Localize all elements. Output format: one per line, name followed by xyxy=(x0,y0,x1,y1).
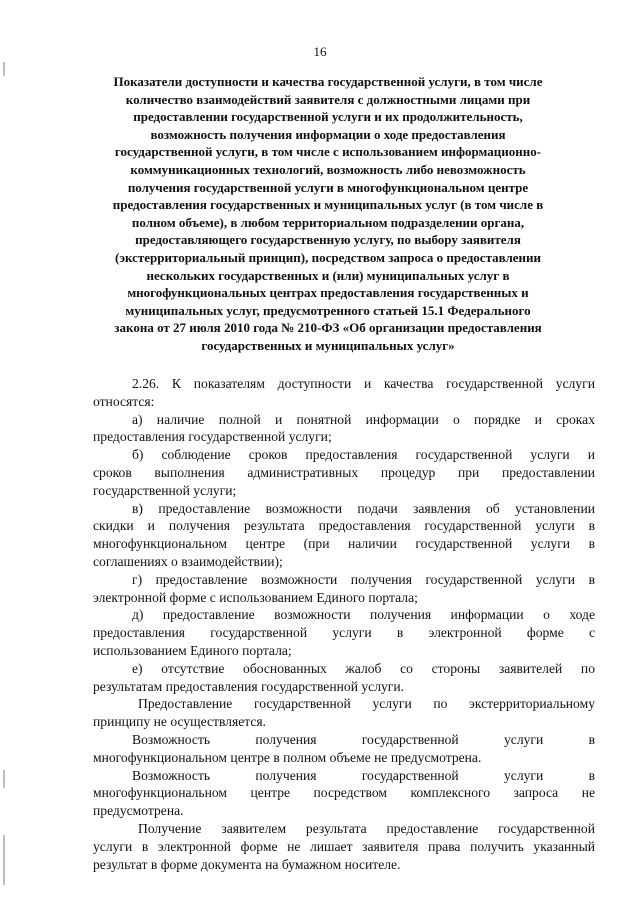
heading-line: получения государственной услуги в многофункциональном центре xyxy=(127,179,529,195)
heading-line: количество взаимодействий заявителя с должностными лицами при xyxy=(125,91,531,107)
text-line: Получение заявителем результата предоставление государственной xyxy=(138,820,595,836)
text-line: предоставления государственной услуги; xyxy=(93,429,332,445)
section-heading xyxy=(88,73,568,355)
text-line: многофункциональном центре посредством комплексного запроса не xyxy=(93,785,595,801)
text-line: многофункциональном центре (при наличии государственной услуги в xyxy=(93,536,595,552)
heading-line: (экстерриториальный принцип), посредством запроса о предоставлении xyxy=(115,249,541,265)
text-line: государственной услуги; xyxy=(93,482,237,498)
text-line: результатам предоставления государственной услуги. xyxy=(93,678,405,694)
list-item-g xyxy=(93,571,595,607)
text-line: относятся: xyxy=(93,393,155,409)
paragraph-mfc-complex xyxy=(93,767,595,820)
list-item-b xyxy=(93,446,595,499)
text-line: скидки и получения результата предоставления государственной услуги в xyxy=(93,518,595,534)
page-number: 16 xyxy=(313,44,327,59)
heading-line: предоставления государственных и муниципальных услуг (в том числе в xyxy=(112,197,544,213)
heading-line: государственных и муниципальных услуг» xyxy=(201,337,455,353)
text-line: а) наличие полной и понятной информации о порядке и сроках xyxy=(132,411,595,427)
paragraph-2-26 xyxy=(93,375,595,411)
scan-margin-mark xyxy=(3,62,5,76)
text-line: использованием Единого портала; xyxy=(93,642,292,658)
text-line: принципу не осуществляется. xyxy=(93,714,267,730)
text-line: электронной форме с использованием Единого портала; xyxy=(93,589,418,605)
text-line: е) отсутствие обоснованных жалоб со стороны заявителей по xyxy=(132,660,595,676)
text-line: г) предоставление возможности получения государственной услуги в xyxy=(132,571,595,587)
text-line: результат в форме документа на бумажном носителе. xyxy=(93,856,401,872)
list-item-a xyxy=(93,411,595,447)
heading-line: муниципальных услуг, предусмотренного статьей 15.1 Федерального xyxy=(125,302,531,318)
text-line: соглашениях о взаимодействии); xyxy=(93,553,283,569)
heading-line: Показатели доступности и качества государственной услуги, в том числе xyxy=(113,74,543,89)
heading-line: полном объеме), в любом территориальном подразделении органа, xyxy=(131,214,525,230)
text-line: услуги в электронной форме не лишает заявителя права получить указанный xyxy=(93,838,595,854)
text-line: б) соблюдение сроков предоставления государственной услуги и xyxy=(132,447,595,463)
text-line: многофункциональном центре в полном объеме не предусмотрена. xyxy=(93,749,482,765)
scan-margin-mark xyxy=(3,770,5,788)
text-line: д) предоставление возможности получения информации о ходе xyxy=(132,607,595,623)
text-line: Возможность получения государственной услуги в xyxy=(132,767,595,783)
paragraph-electronic-result xyxy=(93,820,595,873)
text-line: предоставления государственной услуги в электронной форме с xyxy=(93,625,595,641)
text-line: Предоставление государственной услуги по экстерриториальному xyxy=(138,696,595,712)
heading-line: нескольких государственных и (или) муниципальных услуг в xyxy=(146,267,510,283)
heading-line: возможность получения информации о ходе предоставления xyxy=(150,126,506,142)
scan-margin-mark xyxy=(3,835,5,885)
document-body xyxy=(93,375,595,873)
heading-line: предоставляющего государственную услугу, по выбору заявителя xyxy=(135,232,521,248)
text-line: 2.26. К показателям доступности и качества государственной услуги xyxy=(132,376,595,391)
text-line: предусмотрена. xyxy=(93,803,184,819)
text-line: Возможность получения государственной услуги в xyxy=(132,731,595,747)
heading-line: многофункциональных центрах предоставления государственных и xyxy=(127,285,529,301)
heading-line: государственной услуги, в том числе с использованием информационно- xyxy=(114,144,542,160)
heading-line: коммуникационных технологий, возможность либо невозможность xyxy=(130,161,526,177)
text-line: сроков выполнения административных процедур при предоставлении xyxy=(93,464,595,480)
list-item-v xyxy=(93,500,595,571)
heading-line: закона от 27 июля 2010 года № 210-ФЗ «Об организации предоставления xyxy=(114,320,542,336)
list-item-e xyxy=(93,660,595,696)
paragraph-mfc-full xyxy=(93,731,595,767)
text-line: в) предоставление возможности подачи заявления об установлении xyxy=(132,500,595,516)
heading-line: предоставлении государственной услуги и их продолжительность, xyxy=(133,109,523,125)
list-item-d xyxy=(93,606,595,659)
paragraph-extraterritorial xyxy=(93,695,595,731)
